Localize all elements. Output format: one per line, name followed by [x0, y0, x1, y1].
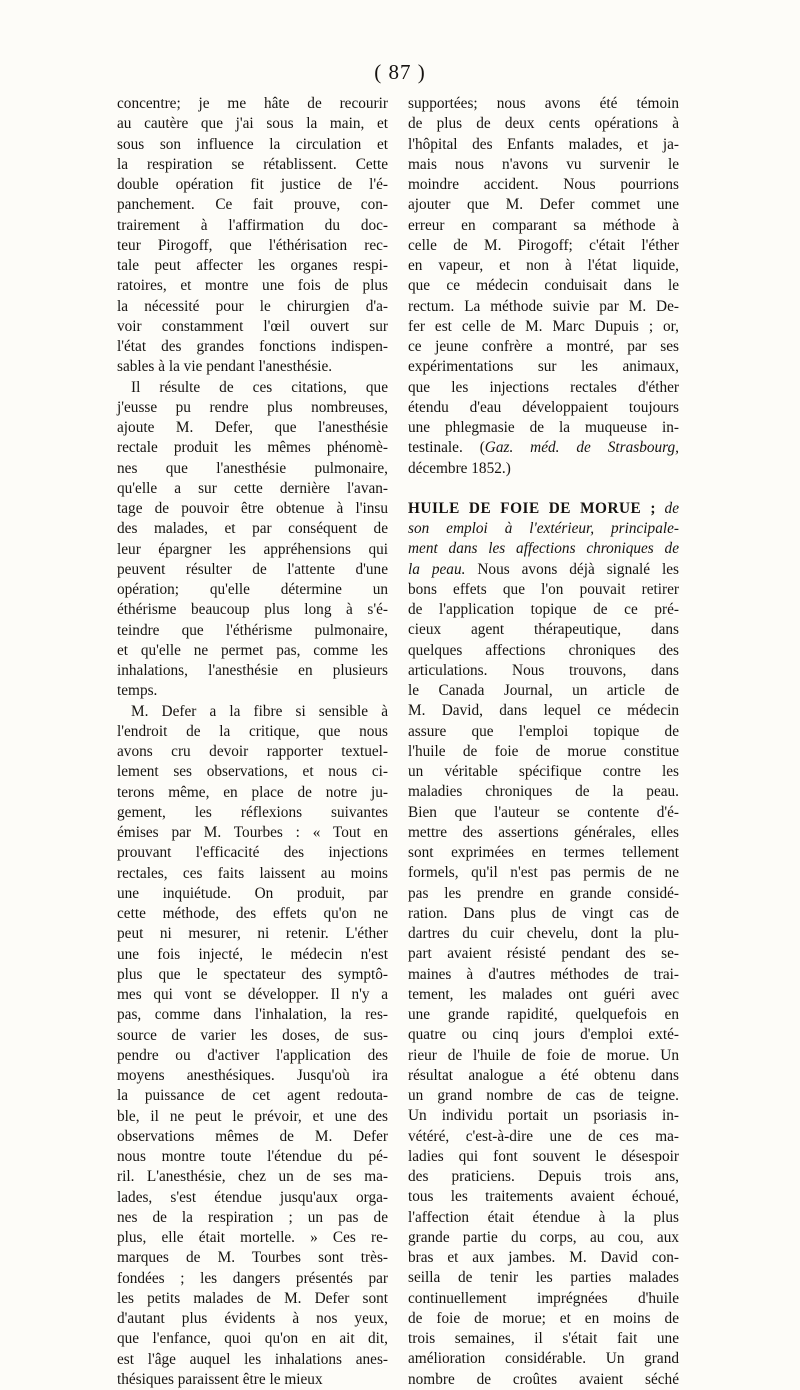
text-line: la puissance de cet agent redouta-	[117, 1087, 388, 1105]
text-line: assure que l'emploi topique de	[408, 722, 679, 740]
text-line: sont exprimées en termes tellement	[408, 844, 679, 861]
text-line: l'huile de foie de morue constitue	[408, 742, 679, 760]
text-line: concentre; je me hâte de recourir	[117, 95, 388, 112]
text-line: plus que le spectateur des symptô-	[117, 965, 388, 983]
text-line: moyens anesthésiques. Jusqu'où ira	[117, 1067, 388, 1084]
text-line: que ce médecin conduisait dans le	[408, 277, 679, 295]
text-line: voir constamment l'œil ouvert sur	[117, 317, 388, 335]
text-line: de plus de deux cents opérations à	[408, 115, 679, 133]
text-line: lement ses observations, et nous ci-	[117, 763, 388, 781]
text-line: M. David, dans lequel ce médecin	[408, 702, 679, 720]
text-line: ajouter que M. Defer commet une	[408, 196, 679, 214]
text-line: d'autant plus évidents à nos yeux,	[117, 1310, 388, 1327]
text-line: mettre des assertions générales, elles	[408, 823, 679, 841]
citation-line	[408, 438, 679, 458]
text-line: maines à d'autres méthodes de trai-	[408, 965, 679, 983]
text-line: les petits malades de M. Defer sont	[117, 1289, 388, 1307]
text-line: fer est celle de M. Marc Dupuis ; or,	[408, 317, 679, 335]
text-line: marques de M. Tourbes sont très-	[117, 1249, 388, 1267]
text-line: source de varier les doses, de sus-	[117, 1026, 388, 1044]
text-line: erreur en comparant sa méthode à	[408, 216, 679, 234]
text-line: mais nous n'avons vu survenir le	[408, 155, 679, 173]
text-line: nes de la respiration ; un pas de	[117, 1208, 388, 1226]
text-line: dartres du cuir chevelu, dont la plu-	[408, 925, 679, 942]
text-line: j'eusse pu rendre plus nombreuses,	[117, 398, 388, 416]
text-line: tous les traitements avaient échoué,	[408, 1188, 679, 1206]
text-line: l'hôpital des Enfants malades, et ja-	[408, 135, 679, 153]
text-line: amélioration considérable. Un grand	[408, 1350, 679, 1368]
text-line: rectales, ces faits laissent au moins	[117, 864, 388, 882]
text-line: Il résulte de ces citations, que	[131, 378, 388, 396]
text-line: une inquiétude. On produit, par	[117, 884, 388, 902]
text-line: étendu d'eau développaient toujours	[408, 398, 679, 416]
text-line: émises par M. Tourbes : « Tout en	[117, 824, 388, 841]
text-line: quelques affections chroniques des	[408, 641, 679, 659]
text-line: l'endroit de la critique, que nous	[117, 722, 388, 740]
text-line: Bien que l'auteur se contente d'é-	[408, 803, 679, 821]
text-line: des praticiens. Depuis trois ans,	[408, 1168, 679, 1185]
text-line: formels, qu'il n'est pas permis de ne	[408, 864, 679, 882]
text-line: moindre accident. Nous pourrions	[408, 176, 679, 193]
text-line: sables à la vie pendant l'anesthésie.	[117, 358, 333, 376]
citation-source: Gaz. méd. de Strasbourg,	[484, 439, 679, 457]
text-line: trois semaines, il s'était fait une	[408, 1330, 679, 1347]
text-line: bras et aux jambes. M. David con-	[408, 1249, 679, 1266]
text-line: nes que l'anesthésie pulmonaire,	[117, 459, 388, 477]
text-line: que les injections rectales d'éther	[408, 378, 679, 396]
text-line: bons effets que l'on pouvait retirer	[408, 580, 679, 598]
right-column-paragraph-2	[408, 580, 679, 1390]
section-heading-title: HUILE DE FOIE DE MORUE ;	[408, 499, 656, 517]
text-line: la respiration se rétablissent. Cette	[117, 155, 388, 173]
text-line: Un individu portait un psoriasis in-	[408, 1107, 679, 1125]
text-line: supportées; nous avons été témoin	[408, 95, 679, 112]
text-line: ce jeune confrère a montré, par ses	[408, 338, 679, 355]
right-column-paragraph-1	[408, 94, 679, 438]
text-line: peuvent résulter de l'attente d'une	[117, 560, 388, 578]
section-heading-subtitle-end: la peau.	[408, 560, 466, 578]
text-line: teur Pirogoff, que l'éthérisation rec-	[117, 236, 388, 254]
text-line: nous montre toute l'étendue du pé-	[117, 1148, 388, 1165]
text-line: de l'application topique de ce pré-	[408, 601, 679, 618]
text-line: leur épargner les appréhensions qui	[117, 540, 388, 558]
text-line: tage de pouvoir être obtenue à l'insu	[117, 500, 388, 517]
text-line: rieur de l'huile de foie de morue. Un	[408, 1046, 679, 1064]
text-line: la nécessité pour le chirurgien d'a-	[117, 297, 388, 315]
text-line: peut ni mesurer, ni retenir. L'éther	[117, 925, 388, 943]
text-line: opération; qu'elle détermine un	[117, 581, 388, 598]
text-line: tale peut affecter les organes respi-	[117, 257, 388, 274]
text-line: terons même, en place de notre ju-	[117, 783, 388, 801]
text-line: rectum. La méthode suivie par M. De-	[408, 297, 679, 315]
section-spacer	[408, 479, 679, 499]
section-first-sentence: Nous avons déjà signalé les	[465, 560, 679, 578]
text-line: de foie de morue; et en moins de	[408, 1309, 679, 1327]
text-line: mes qui vont se développer. Il n'y a	[117, 986, 388, 1003]
text-line: seilla de tenir les parties malades	[408, 1269, 679, 1287]
text-line: une phlegmasie de la muqueuse in-	[408, 419, 679, 436]
text-line: nombre de croûtes avaient séché	[408, 1370, 679, 1388]
text-line: ration. Dans plus de vingt cas de	[408, 904, 679, 922]
text-line: tement, les malades ont guéri avec	[408, 985, 679, 1003]
text-line: le Canada Journal, un article de	[408, 682, 679, 699]
text-line: double opération fit justice de l'é-	[117, 176, 388, 193]
left-column	[117, 94, 388, 1390]
section-heading-subtitle-4	[408, 560, 679, 580]
text-line: ratoires, et montre une fois de plus	[117, 277, 388, 295]
text-line: sous son influence la circulation et	[117, 135, 388, 153]
right-column	[408, 94, 679, 1390]
text-line: pendre ou d'activer l'application des	[117, 1046, 388, 1064]
text-line: cette méthode, des effets qu'on ne	[117, 905, 388, 922]
text-line: qu'elle a sur cette dernière l'avan-	[117, 479, 388, 497]
text-line: que l'enfance, quoi qu'on en ait dit,	[117, 1330, 388, 1348]
text-line: articulations. Nous trouvons, dans	[408, 661, 679, 679]
text-line: un grand nombre de cas de teigne.	[408, 1087, 679, 1104]
text-line: une fois injecté, le médecin n'est	[117, 945, 388, 963]
text-line: un véritable spécifique contre les	[408, 763, 679, 780]
text-line: continuellement imprégnées d'huile	[408, 1289, 679, 1307]
text-line: inhalations, l'anesthésie en plusieurs	[117, 662, 388, 679]
text-line: avons cru devoir rapporter textuel-	[117, 743, 388, 760]
page-number: ( 87 )	[374, 60, 426, 84]
text-line: plus, elle était mortelle. » Ces re-	[117, 1229, 388, 1246]
text-line: des malades, et par conséquent de	[117, 520, 388, 538]
citation-lead: testinale. (	[408, 439, 485, 457]
text-line: fondées ; les dangers présentés par	[117, 1269, 388, 1287]
text-line: gement, les réflexions suivantes	[117, 803, 388, 821]
text-line: ril. L'anesthésie, chez un de ses ma-	[117, 1168, 388, 1186]
text-line: pas les prendre en grande considé-	[408, 884, 679, 902]
section-heading-subtitle-3: ment dans les affections chroniques de	[408, 540, 679, 558]
text-line: rectale produit les mêmes phénomè-	[117, 439, 388, 457]
text-line: maladies chroniques de la peau.	[408, 783, 679, 801]
text-line: l'affection était étendue à la plus	[408, 1208, 679, 1226]
section-heading-subtitle-start: de	[664, 499, 679, 517]
text-line: trairement à l'affirmation du doc-	[117, 216, 388, 234]
text-line: M. Defer a la fibre si sensible à	[131, 702, 388, 720]
text-line: l'état des grandes fonctions indispen-	[117, 338, 388, 355]
text-line: temps.	[117, 682, 158, 700]
text-line: part avaient résisté pendant des se-	[408, 945, 679, 963]
section-heading-subtitle-2: son emploi à l'extérieur, principale-	[408, 520, 679, 537]
text-line: prouvant l'efficacité des injections	[117, 844, 388, 862]
text-line: et qu'elle ne permet pas, comme les	[117, 641, 388, 659]
text-line: cieux agent thérapeutique, dans	[408, 621, 679, 639]
text-line: grande partie du corps, au cou, aux	[408, 1228, 679, 1246]
text-line: en vapeur, et non à l'état liquide,	[408, 257, 679, 274]
text-line: quatre ou cinq jours d'emploi exté-	[408, 1026, 679, 1044]
text-line: thésiques paraissent être le mieux	[117, 1370, 323, 1388]
text-line: au cautère que j'ai sous la main, et	[117, 115, 388, 133]
text-line: résultat analogue a été obtenu dans	[408, 1066, 679, 1084]
text-line: panchement. Ce fait prouve, con-	[117, 196, 388, 214]
text-line: teindre que l'éthérisme pulmonaire,	[117, 621, 388, 639]
text-line: éthérisme beaucoup plus long à s'é-	[117, 601, 388, 619]
text-line: ble, il ne peut le prévoir, et une des	[117, 1107, 388, 1125]
text-line: celle de M. Pirogoff; c'était l'éther	[408, 236, 679, 254]
text-line: vétéré, c'est-à-dire une de ces ma-	[408, 1127, 679, 1145]
section-heading-line	[408, 499, 679, 519]
text-line: est l'âge auquel les inhalations anes-	[117, 1350, 388, 1368]
text-line: observations mêmes de M. Defer	[117, 1127, 388, 1145]
text-line: lades, s'est étendue jusqu'aux orga-	[117, 1188, 388, 1206]
text-line: expérimentations sur les animaux,	[408, 358, 679, 376]
text-line: ladies qui font souvent le désespoir	[408, 1147, 679, 1165]
citation-date: décembre 1852.)	[408, 459, 511, 477]
text-line: une grande rapidité, quelquefois en	[408, 1006, 679, 1023]
text-line: pas, comme dans l'inhalation, la res-	[117, 1006, 388, 1024]
text-line: ajoute M. Defer, que l'anesthésie	[117, 419, 388, 436]
